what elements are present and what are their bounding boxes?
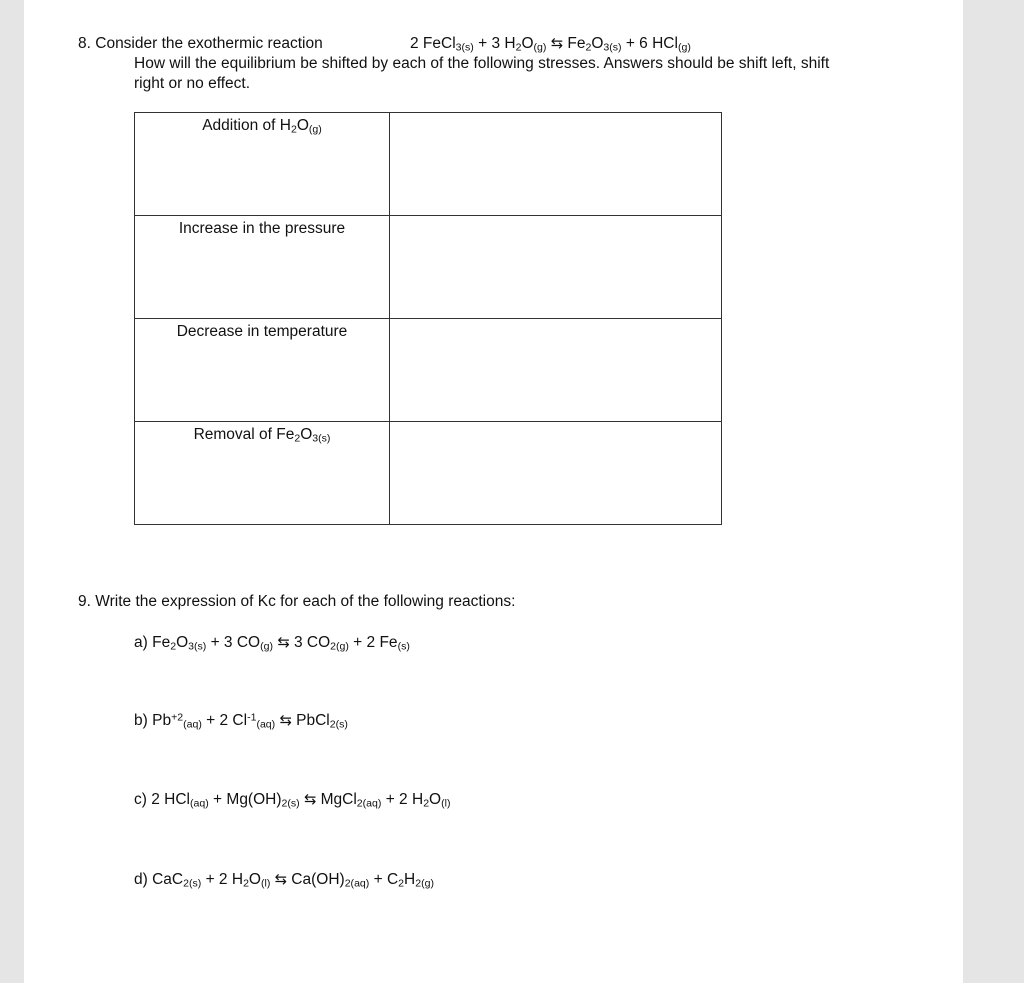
question-number: 8. (78, 35, 91, 52)
question-9-heading (78, 592, 515, 612)
reaction-equation: 2 FeCl$_{3(s)}$ + 3 $H_2O_{(g)}$ ⇆ $Fe_2O_{3(s)} + 6$ HCl$_{(g)}$ (410, 35, 691, 54)
question-number: 9. (78, 593, 91, 610)
stress-label: Decrease in temperature (135, 319, 390, 422)
equilibrium-arrow-icon: ⇆ (550, 35, 564, 52)
reaction-c: c) 2 $HCl_{(aq)} + Mg(OH)_{2(s)}$ ⇆ MgCl$_{2(aq)}$ + 2 $H_2O_{(l)}$ (134, 791, 451, 810)
worksheet-page (24, 0, 963, 983)
equilibrium-arrow-icon: ⇆ (277, 634, 290, 651)
table-row (135, 113, 722, 216)
reaction-d: d) CaC$_{2(s)}$ + 2 $H_2O_{(l)}$ ⇆ $Ca(OH)_{2(aq)} + C_2H_{2(g)}$ (134, 871, 434, 890)
reaction-a: a) $Fe_2O_{3(s)} + 3$ $CO_{(g)}$ ⇆ 3 $CO_{2(g)} + 2$ $Fe_{(s)}$ (134, 634, 410, 653)
stress-table (134, 112, 722, 525)
equilibrium-arrow-icon: ⇆ (279, 712, 292, 729)
answer-cell[interactable] (390, 113, 722, 216)
question-prompt: Consider the exothermic reaction (95, 35, 323, 52)
answer-cell[interactable] (390, 319, 722, 422)
stress-label: Removal of $Fe_2O_{3(s)}$ (135, 422, 390, 525)
answer-cell[interactable] (390, 422, 722, 525)
table-row (135, 216, 722, 319)
question-8-heading (78, 34, 323, 54)
stress-label: Increase in the pressure (135, 216, 390, 319)
answer-cell[interactable] (390, 216, 722, 319)
question-prompt: Write the expression of Kc for each of the following reactions: (95, 593, 516, 610)
stress-label: Addition of $H_2O_{(g)}$ (135, 113, 390, 216)
reaction-b: b) $Pb^{+2}_{(aq)} + 2$ $Cl^{-1}_{(aq)}$ ⇆ PbCl$_{2(s)}$ (134, 711, 348, 731)
equilibrium-arrow-icon: ⇆ (303, 791, 317, 808)
table-row (135, 422, 722, 525)
table-row (135, 319, 722, 422)
equilibrium-arrow-icon: ⇆ (274, 871, 287, 888)
question-8-instructions: How will the equilibrium be shifted by each of the following stresses. Answers should be shift left, shift (134, 55, 830, 72)
question-8-instructions-cont: right or no effect. (134, 75, 251, 92)
